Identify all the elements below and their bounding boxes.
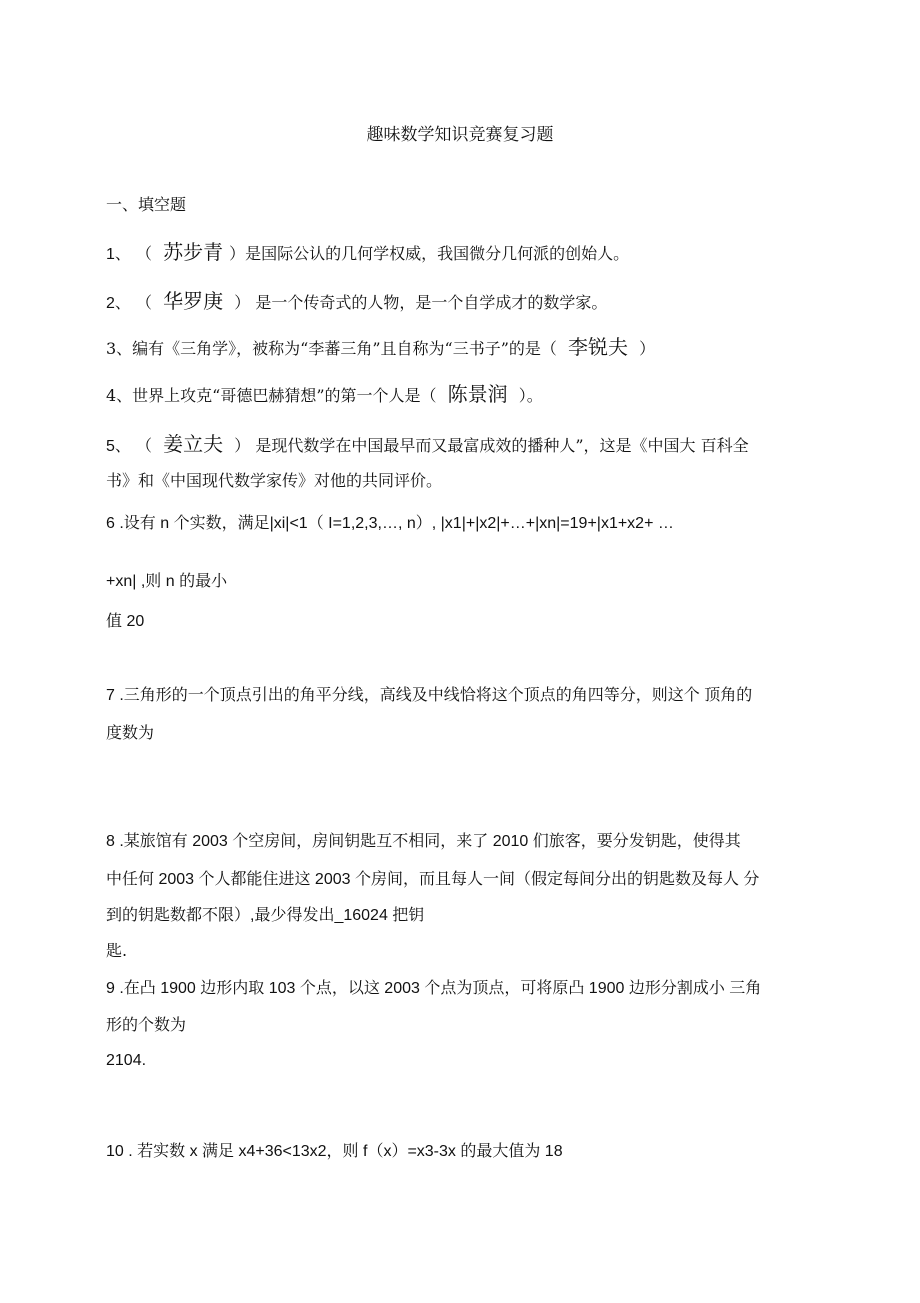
q9-line3: 2104. — [106, 1052, 147, 1069]
q4-text: 4、世界上攻克“哥德巴赫猜想”的第一个人是（ — [106, 386, 437, 405]
q5-open-paren: （ — [136, 436, 153, 455]
q5-text: 是现代数学在中国最早而又最富成效的播种人”，这是《中国大 百科全 — [255, 436, 749, 455]
q10-line1: 10 . 若实数 x 满足 x4+36<13x2，则 f（x）=x3-3x 的最大值为 18 — [106, 1143, 563, 1160]
q2-open-paren: （ — [136, 293, 153, 312]
q2-answer: 华罗庚 — [163, 289, 224, 313]
q1-answer: 苏步青 — [163, 240, 224, 264]
q5-number: 5、 — [106, 438, 131, 455]
q1-number: 1、 — [106, 246, 131, 263]
q3-text: 3、编有《三角学》，被称为“李蕃三角”且自称为“三书子”的是（ — [106, 339, 557, 358]
q4-close-paren: ）。 — [518, 386, 543, 405]
q5-answer: 姜立夫 — [163, 432, 224, 456]
q1-open-paren: （ — [136, 244, 153, 263]
q2-number: 2、 — [106, 295, 131, 312]
q9-line2: 形的个数为 — [106, 1015, 187, 1034]
q8-line4: 匙. — [106, 941, 128, 960]
q7-line1: 7 .三角形的一个顶点引出的角平分线，高线及中线恰将这个顶点的角四等分，则这个 顶角的 — [106, 687, 753, 704]
section-heading: 一、填空题 — [106, 195, 187, 214]
q1-close-paren: ） — [229, 244, 246, 263]
q3-close-paren: ） — [639, 339, 656, 358]
q3-answer: 李锐夫 — [568, 335, 628, 359]
question-3 — [106, 331, 655, 360]
q8-line2: 中任何 2003 个人都能住进这 2003 个房间，而且每人一间（假定每间分出的钥匙数及每人 分 — [106, 871, 760, 888]
document-title: 趣味数学知识竞赛复习题 — [366, 125, 554, 145]
q7-line2: 度数为 — [106, 723, 155, 742]
question-5 — [106, 428, 749, 457]
q5-close-paren: ） — [234, 436, 251, 455]
q6-line1: 6 .设有 n 个实数，满足|xi|<1（ I=1,2,3,…, n）, |x1|+|x2|+…+|xn|=19+|x1+x2+ … — [106, 515, 674, 532]
q2-text: 是一个传奇式的人物，是一个自学成才的数学家。 — [255, 293, 608, 312]
question-4 — [106, 378, 543, 407]
q1-text: 是国际公认的几何学权威，我国微分几何派的创始人。 — [245, 244, 630, 263]
q2-close-paren: ） — [234, 293, 251, 312]
q8-line3: 到的钥匙数都不限）,最少得发出_16024 把钥 — [106, 907, 425, 924]
q4-answer: 陈景润 — [447, 382, 508, 406]
q8-line1: 8 .某旅馆有 2003 个空房间，房间钥匙互不相同，来了 2010 们旅客，要分发钥匙，使得其 — [106, 833, 741, 850]
question-2 — [106, 285, 607, 314]
q6-line2: +xn| ,则 n 的最小 — [106, 573, 228, 590]
q6-line3: 值 20 — [106, 613, 145, 630]
question-1 — [106, 236, 629, 265]
q9-line1: 9 .在凸 1900 边形内取 103 个点，以这 2003 个点为顶点，可将原凸 1900 边形分割成小 三角 — [106, 980, 762, 997]
q5-line2: 书》和《中国现代数学家传》对他的共同评价。 — [106, 471, 443, 490]
